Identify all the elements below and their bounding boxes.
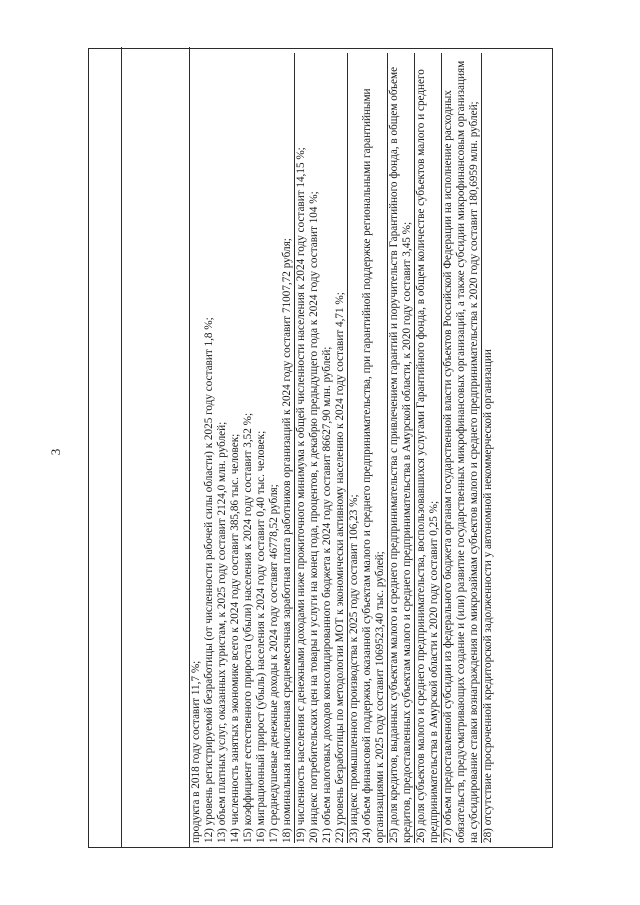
- list-item: 15) коэффициент естественного прироста (убыли) населения к 2024 году составит 3,52 %;: [242, 412, 254, 843]
- list-item: 27) объем предоставленной субсидии из федерального бюджета органам государственной власти субъектов Российской Федерации на исполнение расходных обязательств, предусматривающих создание и (или) развитие государственных микрофинансовых организаций, а также субсидии микрофинансовым организациям на субсидирование ставки вознаграждения по микрозаймам субъектов малого и среднего предпринимательства к 2020 году составит 180,6959 млн. рублей;: [441, 53, 481, 843]
- list-item: 21) объем налоговых доходов консолидированного бюджета к 2024 году составит 86627,90 млн. рублей;: [321, 346, 333, 843]
- rotated-table-sheet: [88, 48, 553, 848]
- list-item: 25) доля кредитов, выданных субъектам малого и среднего предпринимательства с привлечением гарантий и поручительств Гарантийного фонда, в общем объеме кредитов, предоставленных субъектам малого и среднего предпринимательства в Амурской области, к 2020 году составит 3,45 %;: [387, 53, 414, 843]
- list-item: 12) уровень регистрируемой безработицы (от численности рабочей силы области) к 2025 году составит 1,8 %;: [203, 317, 215, 843]
- list-item: 13) объем платных услуг, оказанных туристам, к 2025 году составит 2124,0 млн. рублей;: [216, 421, 228, 843]
- list-item: 16) миграционный прирост (убыль) населения к 2024 году составит 0,40 тыс. человек;: [255, 430, 267, 843]
- list-item: 26) доля субъектов малого и среднего предпринимательства, воспользовавшихся услугами Гарантийного фонда, в общем количестве субъектов малого и среднего предпринимательства в Амурской области к 2020 году составит 0,25 %;: [414, 53, 441, 843]
- table-content-cell: [188, 48, 553, 848]
- column-divider-1: [121, 47, 122, 847]
- list-item: 14) численность занятых в экономике всего к 2024 году составит 385,86 тыс. человек;: [229, 433, 241, 843]
- page-number: 3: [48, 448, 63, 456]
- list-item: 24) объем финансовой поддержки, оказанной субъектам малого и среднего предпринимательства, при гарантийной поддержке региональными гарантийными организациями к 2025 году составит 1069523,40 тыс. рублей;: [361, 88, 386, 843]
- list-item: 18) номинальная начисленная среднемесячная заработная плата работников организаций к 2024 году составит 71007,72 рубля;: [281, 238, 293, 843]
- list-item: 17) среднедушевые денежные доходы к 2024 году составят 46778,52 рубля;: [268, 484, 280, 843]
- list-item: 28) отсутствие просроченной кредиторской задолженности у автономной некоммерческой организации: [481, 53, 495, 843]
- list-item: 22) уровень безработицы по методологии МОТ к экономически активному населению к 2024 году составит 4,71 %;: [334, 292, 346, 843]
- list-item: 19) численность населения с денежными доходами ниже прожиточного минимума к общей численности населения к 2024 году составит 14,15 %;: [294, 53, 308, 843]
- list-item: 20) индекс потребительских цен на товары и услуги на конец года, процентов, к декабрю предыдущего года к 2024 году составит 104 %;: [308, 191, 320, 843]
- list-item: 23) индекс промышленного производства к 2025 году составит 106,23 %;: [347, 53, 361, 843]
- list-item: продукта в 2018 году составит 11,7 %;: [190, 660, 202, 843]
